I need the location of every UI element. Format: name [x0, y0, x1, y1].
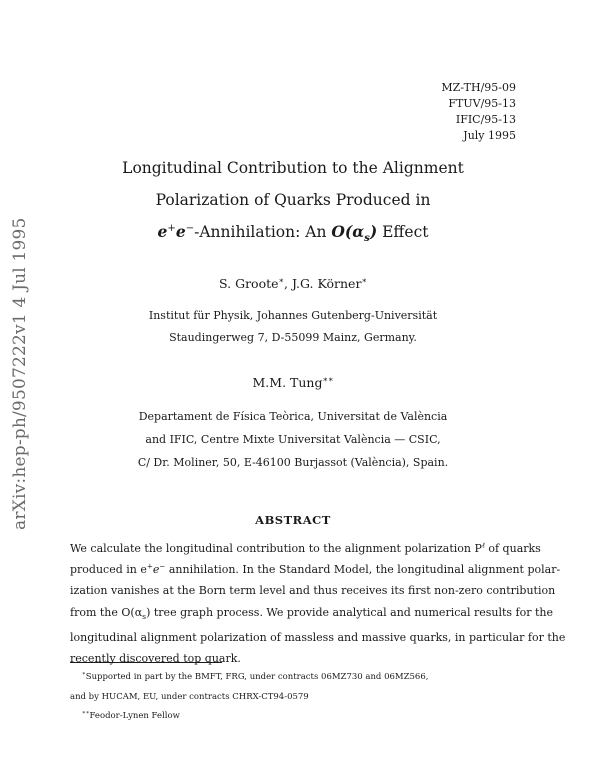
footnote-mark: ∗ — [82, 671, 86, 678]
abstract-text: ) tree graph process. We provide analytical and numerical results for the — [146, 605, 553, 619]
title-math-e2: e — [175, 222, 186, 241]
author-name: M.M. Tung — [252, 375, 323, 390]
preprint-date: July 1995 — [463, 129, 516, 142]
footnote-mark: ∗∗ — [82, 710, 90, 717]
preprint-numbers — [441, 80, 516, 144]
title-text-a: -Annihilation: An — [194, 223, 332, 241]
abstract-line: ization vanishes at the Born term level and thus receives its first non-zero contribution — [70, 584, 556, 598]
abstract-line: recently discovered top quark. — [70, 652, 241, 666]
author-footnote-mark: ∗ — [361, 274, 367, 285]
author-footnote-mark: ∗∗ — [322, 373, 334, 384]
authors-line-1 — [70, 276, 516, 291]
title-math-order: O(α — [331, 222, 365, 241]
affiliation-line: C/ Dr. Moliner, 50, E-46100 Burjassot (València), Spain. — [137, 456, 449, 469]
abstract-text: of quarks — [484, 542, 541, 555]
affiliation-line: Staudingerweg 7, D-55099 Mainz, Germany. — [169, 331, 417, 344]
abstract-text: produced in e — [70, 563, 147, 577]
footnote-2 — [70, 707, 516, 727]
abstract-text: We calculate the longitudinal contribution to the alignment polarization P — [70, 542, 482, 555]
arxiv-stamp: arXiv:hep-ph/9507222v1 4 Jul 1995 — [10, 217, 30, 530]
abstract-sub: s — [142, 611, 147, 621]
abstract-line: longitudinal alignment polarization of massless and massive quarks, in particular for the — [70, 631, 566, 644]
title-text-b: Effect — [377, 223, 429, 241]
footnote-text: Supported in part by the BMFT, FRG, under contracts 06MZ730 and 06MZ566, — [85, 672, 429, 682]
title-math-close: ) — [369, 222, 378, 241]
footnote-1 — [70, 668, 516, 688]
preprint-number: FTUV/95-13 — [448, 97, 516, 110]
abstract-line — [70, 538, 541, 559]
title-math-sub: s — [364, 233, 370, 245]
abstract-line — [70, 602, 553, 627]
author-name: J.G. Körner — [292, 276, 362, 291]
title-sup-minus: − — [185, 222, 195, 234]
footnote-rule — [70, 662, 222, 663]
footnotes — [70, 668, 516, 727]
title-line-2: Polarization of Quarks Produced in — [155, 191, 431, 209]
abstract-sup: ℓ — [481, 540, 485, 550]
affiliation-1 — [70, 305, 516, 349]
affiliation-line: Institut für Physik, Johannes Gutenberg-Universität — [148, 309, 438, 322]
authors-line-2 — [70, 375, 516, 390]
abstract-heading: ABSTRACT — [255, 513, 331, 527]
affiliation-line: and IFIC, Centre Mixte Universitat València — CSIC, — [145, 433, 441, 446]
abstract-text: annihilation. In the Standard Model, the longitudinal alignment polar- — [165, 563, 561, 577]
abstract-body — [70, 538, 566, 669]
title-sup-plus: + — [167, 222, 176, 234]
affiliation-2 — [70, 405, 516, 474]
author-separator: , — [284, 276, 292, 291]
author-footnote-mark: ∗ — [278, 274, 285, 285]
preprint-number: IFIC/95-13 — [455, 113, 516, 126]
author-name: S. Groote — [219, 276, 279, 291]
paper-title — [70, 152, 516, 255]
abstract-sup: − — [159, 561, 166, 571]
preprint-number: MZ-TH/95-09 — [441, 81, 516, 94]
title-line-3 — [70, 216, 516, 255]
abstract-line — [70, 559, 561, 580]
abstract-sup: + — [146, 561, 153, 571]
footnote-1-continued: and by HUCAM, EU, under contracts CHRX-CT94-0579 — [70, 691, 309, 702]
abstract-text: from the O(α — [70, 605, 143, 619]
affiliation-line: Departament de Física Teòrica, Universitat de València — [138, 410, 448, 423]
abstract-math: e — [152, 563, 160, 577]
footnote-text: Feodor-Lynen Fellow — [89, 711, 180, 721]
title-math-e: e — [157, 222, 168, 241]
title-line-1: Longitudinal Contribution to the Alignment — [122, 159, 464, 177]
